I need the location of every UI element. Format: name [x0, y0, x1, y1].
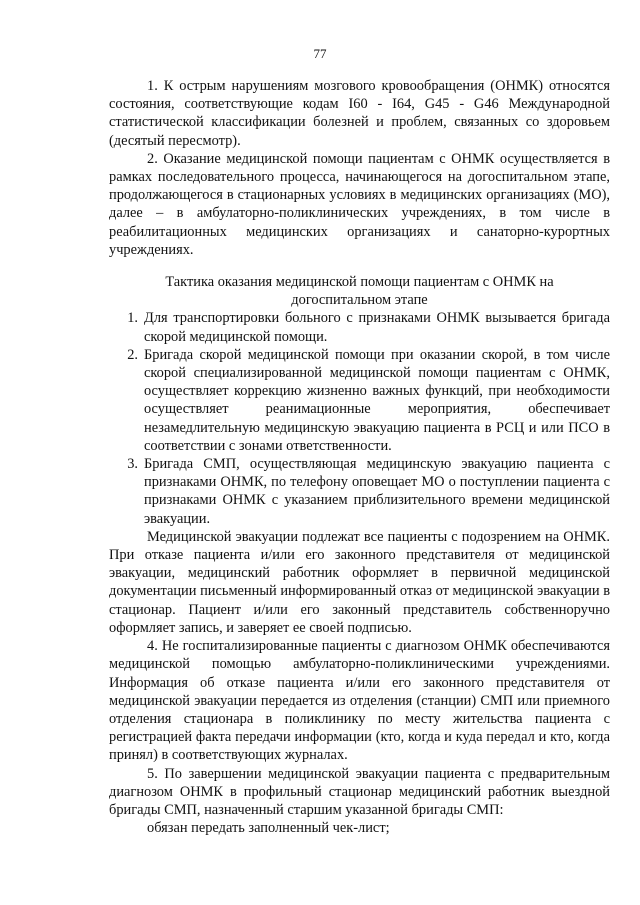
paragraph-5-sub: обязан передать заполненный чек-лист; — [147, 820, 390, 837]
intro-paragraph-1: 1. К острым нарушениям мозгового кровообращения (ОНМК) относятся состояния, соответствующие кодам I60 - I64, G45 - G46 Международной статистической классификации болезней и проблем, связанных со здоровьем (десятый пересмотр). — [109, 78, 610, 149]
evacuation-paragraph: Медицинской эвакуации подлежат все пациенты с подозрением на ОНМК. При отказе пациента и/или его законного представителя от медицинской эвакуации, медицинский работник оформляет в первичной медицинской документации письменный информированный отказ от медицинской эвакуации в стационар. Пациент и/или его законный представитель собственноручно оформляет запись, и заверяет ее своей подписью. — [109, 528, 610, 636]
list-item-number: 3. — [127, 456, 138, 473]
intro-paragraph-2: 2. Оказание медицинской помощи пациентам с ОНМК осуществляется в рамках последовательного процесса, начинающегося на догоспитальном этапе, продолжающегося в стационарных условиях в медицинских организациях (МО), далее – в амбулаторно-поликлинических учреждениях, в том числе в реабилитационных медицинских организациях и санаторно-курортных учреждениях. — [109, 150, 610, 258]
list-item-text: Для транспортировки больного с признаками ОНМК вызывается бригада скорой медицинской помощи. — [144, 310, 610, 345]
list-item-text: Бригада СМП, осуществляющая медицинскую эвакуацию пациента с признаками ОНМК, по телефону оповещает МО о поступлении пациента с признаками ОНМК с указанием приблизительного времени медицинской эвакуации. — [144, 456, 610, 527]
list-item-text: Бригада скорой медицинской помощи при оказании скорой, в том числе скорой специализированной медицинской помощи пациентам с ОНМК, осуществляет коррекцию жизненно важных функций, при необходимости осуществляет реанимационные мероприятия, обеспечивает незамедлительную медицинскую эвакуацию пациента в РСЦ и или ПСО в соответствии с зонами ответственности. — [144, 346, 610, 454]
page-number: 77 — [313, 46, 327, 61]
section-heading: Тактика оказания медицинской помощи пациентам с ОНМК на догоспитальном этапе — [165, 274, 554, 309]
list-item-number: 2. — [127, 346, 138, 363]
list-item-number: 1. — [127, 310, 138, 327]
list-item — [109, 309, 610, 345]
paragraph-4: 4. Не госпитализированные пациенты с диагнозом ОНМК обеспечиваются медицинской помощью амбулаторно-поликлиническими учреждениями. Информация об отказе пациента и/или его законного представителя от медицинской эвакуации передается из отделения (станции) СМП или приемного отделения стационара в поликлинику по месту жительства пациента с регистрацией факта передачи информации (кто, когда и куда передал и кто, когда принял) в соответствующих журналах. — [109, 638, 610, 764]
list-item — [109, 346, 610, 455]
list-item — [109, 455, 610, 528]
document-body — [109, 77, 610, 837]
paragraph-5: 5. По завершении медицинской эвакуации пациента с предварительным диагнозом ОНМК в профильный стационар медицинский работник выездной бригады СМП, назначенный старшим указанной бригады СМП: — [109, 765, 610, 818]
